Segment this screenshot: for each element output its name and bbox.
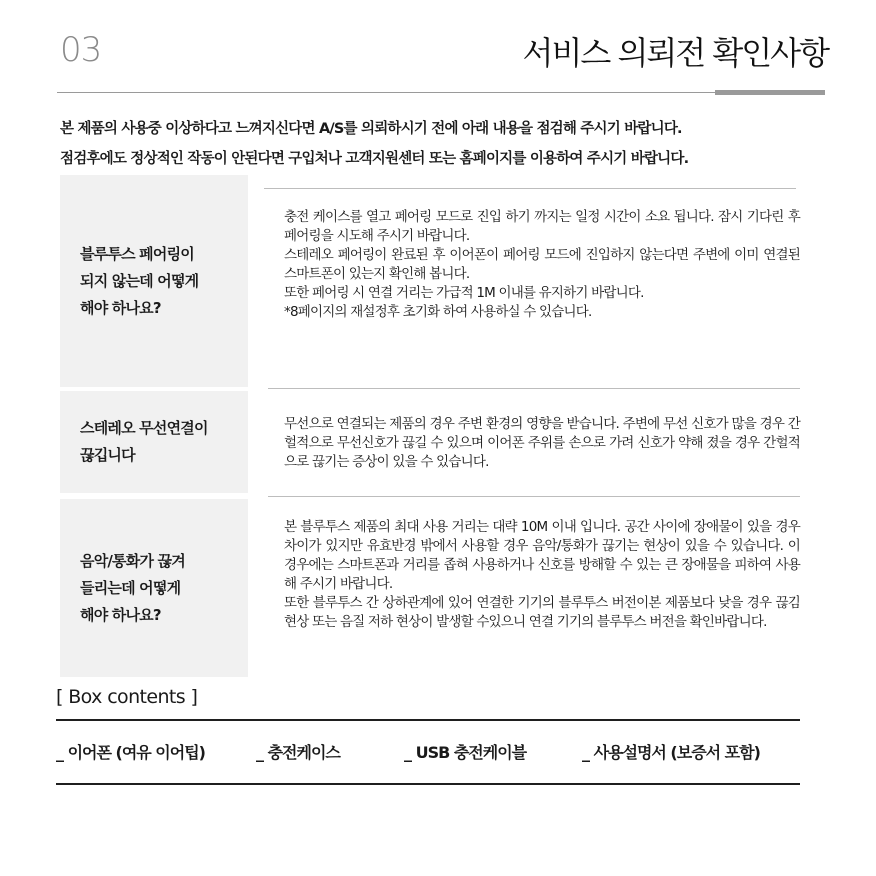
page-title: 서비스 의뢰전 확인사항: [522, 34, 828, 72]
box-contents-title: [ Box contents ]: [56, 686, 198, 708]
page-number: 03: [60, 30, 102, 70]
title-divider-accent: [715, 90, 825, 95]
box-item-usb-cable: _ USB 충전케이블: [404, 743, 527, 762]
faq-answer-audio: 본 블루투스 제품의 최대 사용 거리는 대략 10M 이내 입니다. 공간 사이에 장애물이 있을 경우 차이가 있지만 유효반경 밖에서 사용할 경우 음악/통화가 끊기는 현상이 있을 수 있습니다. 이 경우에는 스마트폰과 거리를 좁혀 사용하거나 신호를 방해할 수 있는 큰 장애물을 피하여 사용해 주시기 바랍니다. 또한 블루투스 간 상하관계에 있어 연결한 기기의 블루투스 버전이본 제품보다 낮을 경우 끊김 현상 또는 음질 저하 현상이 발생할 수있으니 연결 기기의 블루투스 버전을 확인바랍니다.: [284, 519, 800, 630]
faq-question-audio: 음악/통화가 끊겨 들리는데 어떻게 해야 하나요?: [60, 499, 248, 677]
faq-divider: [268, 496, 800, 497]
intro-line-2: 점검후에도 정상적인 작동이 안된다면 구입처나 고객지원센터 또는 홈페이지를 이용하여 주시기 바랍니다.: [60, 151, 689, 167]
box-item-charging-case: _ 충전케이스: [256, 743, 340, 762]
faq-question-stereo: 스테레오 무선연결이 끊깁니다: [60, 391, 248, 493]
intro-line-1: 본 제품의 사용중 이상하다고 느껴지신다면 A/S를 의뢰하시기 전에 아래 내용을 점검해 주시기 바랍니다.: [60, 121, 682, 137]
faq-divider: [268, 388, 800, 389]
box-contents-bottom-rule: [56, 783, 800, 785]
intro-text: [60, 114, 820, 174]
box-item-earphones: _ 이어폰 (여유 이어팁): [56, 743, 205, 762]
faq-answer-stereo: 무선으로 연결되는 제품의 경우 주변 환경의 영향을 받습니다. 주변에 무선 신호가 많을 경우 간헐적으로 무선신호가 끊길 수 있으며 이어폰 주위를 손으로 가려 신호가 약해 졌을 경우 간헐적으로 끊기는 증상이 있을 수 있습니다.: [284, 416, 800, 470]
faq-answer-pairing: 충전 케이스를 열고 페어링 모드로 진입 하기 까지는 일정 시간이 소요 됩니다. 잠시 기다린 후 페어링을 시도해 주시기 바랍니다. 스테레오 페어링이 완료된 후 이어폰이 페어링 모드에 진입하지 않는다면 주변에 이미 연결된 스마트폰이 있는지 확인해 봅니다. 또한 페어링 시 연결 거리는 가급적 1M 이내를 유지하기 바랍니다. *8페이지의 재설정후 초기화 하여 사용하실 수 있습니다.: [284, 209, 800, 320]
box-contents-top-rule: [56, 719, 800, 721]
box-item-manual: _ 사용설명서 (보증서 포함): [582, 743, 760, 762]
title-divider: [57, 92, 825, 93]
faq-question-pairing: 블루투스 페어링이 되지 않는데 어떻게 해야 하나요?: [60, 175, 248, 387]
faq-divider: [264, 188, 796, 189]
